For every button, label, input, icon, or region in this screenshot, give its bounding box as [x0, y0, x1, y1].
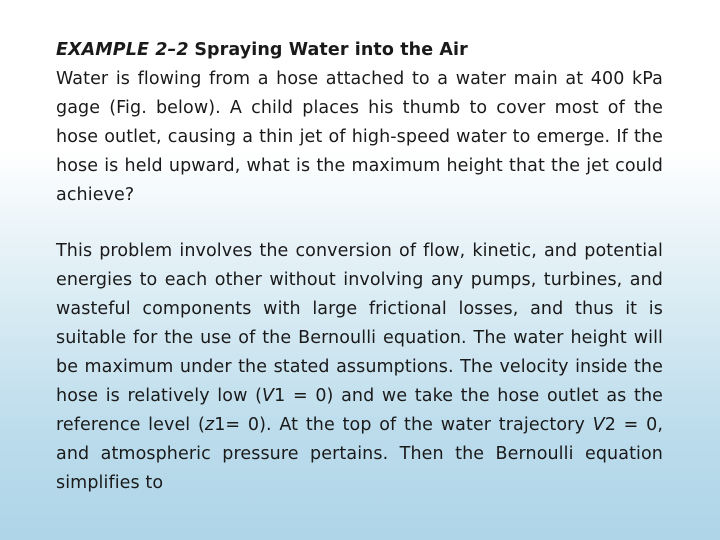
- example-paragraph: [56, 36, 663, 209]
- v2-condition: 2 = 0, and atmospheric pressure pertains. Then the Bernoulli equation simplifies to: [56, 414, 663, 493]
- v1-condition: 1 = 0) and we take the hose outlet as the reference level (: [56, 385, 664, 435]
- solution-paragraph: [56, 237, 663, 497]
- problem-statement: Water is flowing from a hose attached to a water main at 400 kPa gage (Fig. below). A child places his thumb to cover most of the hose outlet, causing a thin jet of high-speed water to emerge. If the hose is held upward, what is the maximum height that the jet could achieve?: [56, 68, 663, 205]
- v1-symbol: V: [262, 385, 275, 406]
- example-title: Spraying Water into the Air: [194, 40, 468, 60]
- example-label: EXAMPLE 2–2: [56, 40, 189, 60]
- z1-condition: 1= 0). At the top of the water trajectory: [214, 414, 593, 435]
- v2-symbol: V: [592, 414, 605, 435]
- z1-symbol: z: [204, 414, 215, 435]
- slide-content: [56, 36, 663, 498]
- solution-intro: This problem involves the conversion of flow, kinetic, and potential energies to each other without involving any pumps, turbines, and wasteful components with large frictional losses, and thus it is suitable for the use of the Bernoulli equation. The water height will be maximum under the stated assumptions. The velocity inside the hose is relatively low (: [56, 241, 663, 406]
